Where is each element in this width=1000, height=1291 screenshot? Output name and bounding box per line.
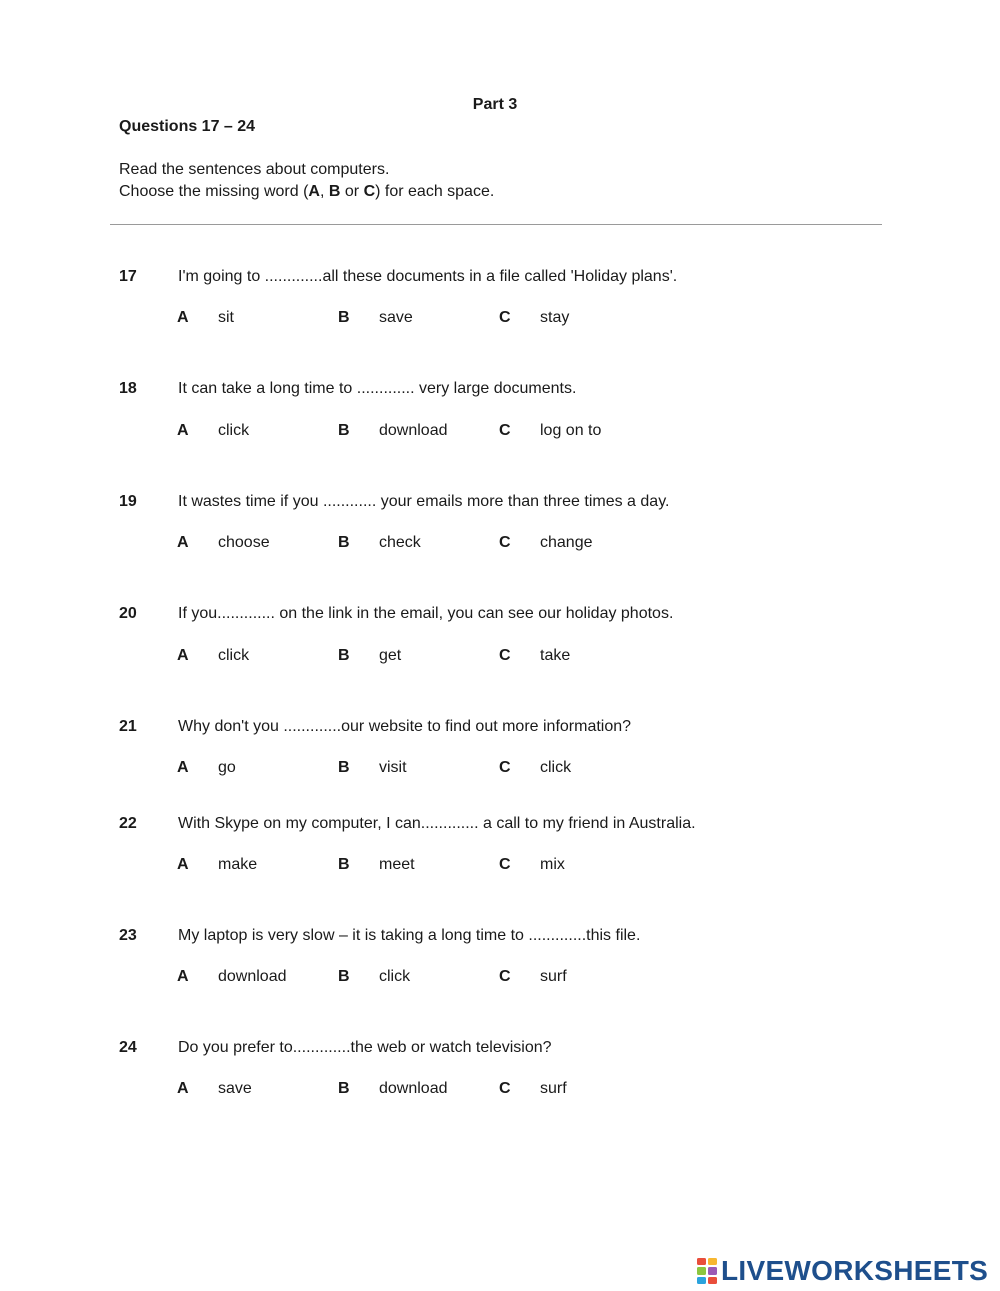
option-letter: C	[499, 759, 511, 776]
question-text: If you............. on the link in the email, you can see our holiday photos.	[178, 605, 674, 622]
option-letter: A	[177, 422, 189, 439]
option-text[interactable]: sit	[218, 309, 234, 326]
option-text[interactable]: surf	[540, 968, 567, 985]
option-letter: C	[499, 309, 511, 326]
part-title: Part 3	[472, 96, 518, 113]
option-letter: B	[338, 968, 350, 985]
option-text[interactable]: stay	[540, 309, 570, 326]
option-text[interactable]: make	[218, 856, 258, 873]
logo-text: LIVEWORKSHEETS	[721, 1255, 989, 1286]
option-letter: B	[338, 309, 350, 326]
option-letter: A	[177, 856, 189, 873]
option-letter: A	[177, 968, 189, 985]
question-text: With Skype on my computer, I can............. a call to my friend in Australia.	[178, 815, 696, 832]
option-letter: A	[177, 1080, 189, 1097]
questions-range: Questions 17 – 24	[119, 118, 256, 135]
option-letter: A	[177, 759, 189, 776]
option-text[interactable]: go	[218, 759, 236, 776]
question-number: 22	[119, 815, 137, 832]
question-text: I'm going to .............all these documents in a file called 'Holiday plans'.	[178, 268, 678, 285]
divider	[110, 224, 882, 225]
option-letter: A	[177, 647, 189, 664]
instruction-letter-c: C	[363, 183, 376, 200]
option-text[interactable]: mix	[540, 856, 565, 873]
instruction-text: or	[340, 183, 364, 200]
question-number: 23	[119, 927, 137, 944]
option-text[interactable]: surf	[540, 1080, 567, 1097]
option-text[interactable]: visit	[379, 759, 407, 776]
option-text[interactable]: check	[379, 534, 421, 551]
option-text[interactable]: change	[540, 534, 593, 551]
instruction-line-1: Read the sentences about computers.	[119, 161, 390, 178]
option-letter: B	[338, 856, 350, 873]
instruction-letter-a: A	[308, 183, 320, 200]
question-text: It can take a long time to ............. very large documents.	[178, 380, 577, 397]
question-number: 17	[119, 268, 137, 285]
option-letter: B	[338, 534, 350, 551]
option-letter: B	[338, 422, 350, 439]
option-text[interactable]: save	[379, 309, 413, 326]
option-letter: C	[499, 647, 511, 664]
option-text[interactable]: save	[218, 1080, 252, 1097]
option-letter: B	[338, 647, 350, 664]
instruction-line-2	[119, 183, 494, 201]
option-text[interactable]: take	[540, 647, 571, 664]
option-letter: C	[499, 1080, 511, 1097]
question-number: 20	[119, 605, 137, 622]
option-text[interactable]: download	[379, 422, 448, 439]
option-text[interactable]: choose	[218, 534, 270, 551]
option-letter: C	[499, 856, 511, 873]
option-letter: B	[338, 1080, 350, 1097]
question-number: 21	[119, 718, 137, 735]
instruction-letter-b: B	[328, 183, 341, 200]
question-number: 24	[119, 1039, 137, 1056]
question-text: It wastes time if you ............ your emails more than three times a day.	[178, 493, 670, 510]
instruction-text: ) for each space.	[375, 183, 495, 200]
option-text[interactable]: click	[379, 968, 411, 985]
question-text: Why don't you .............our website to find out more information?	[178, 718, 632, 735]
option-letter: C	[499, 422, 511, 439]
question-text: My laptop is very slow – it is taking a long time to .............this file.	[178, 927, 641, 944]
option-letter: B	[338, 759, 350, 776]
option-text[interactable]: get	[379, 647, 402, 664]
option-text[interactable]: download	[218, 968, 287, 985]
option-letter: A	[177, 309, 189, 326]
option-text[interactable]: click	[218, 422, 250, 439]
option-text[interactable]: click	[540, 759, 572, 776]
option-letter: C	[499, 534, 511, 551]
instruction-text: ,	[319, 183, 329, 200]
option-letter: C	[499, 968, 511, 985]
option-text[interactable]: meet	[379, 856, 415, 873]
option-text[interactable]: download	[379, 1080, 448, 1097]
option-text[interactable]: log on to	[540, 422, 602, 439]
question-text: Do you prefer to.............the web or watch television?	[178, 1039, 552, 1056]
option-text[interactable]: click	[218, 647, 250, 664]
option-letter: A	[177, 534, 189, 551]
question-number: 19	[119, 493, 137, 510]
instruction-text: Choose the missing word (	[119, 183, 309, 200]
logo-mark-icon	[697, 1258, 719, 1284]
question-number: 18	[119, 380, 137, 397]
